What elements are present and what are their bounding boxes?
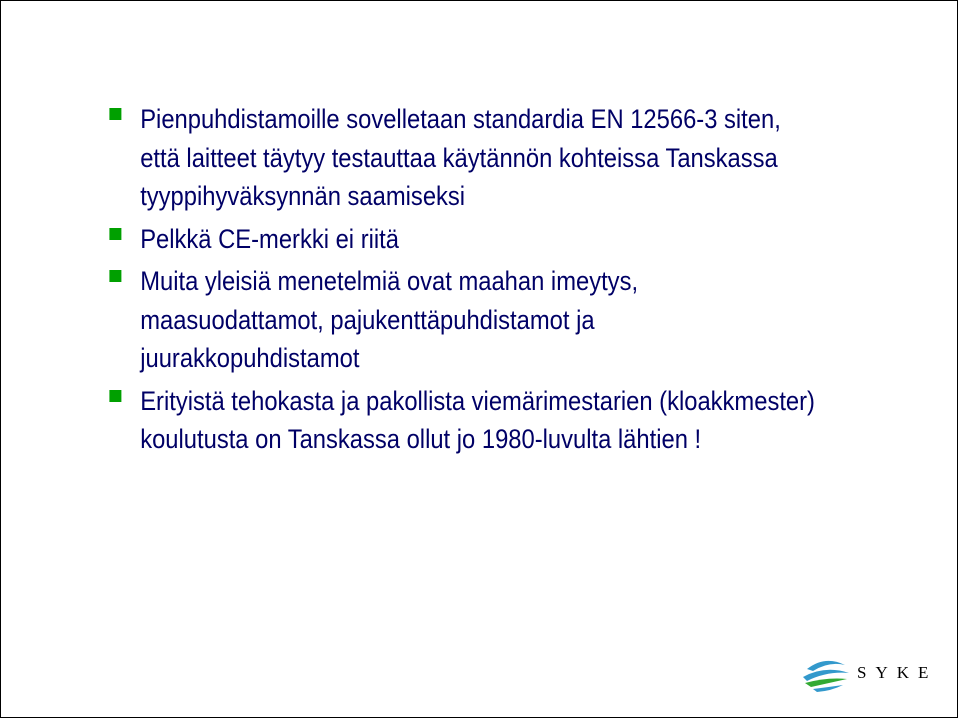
bullet-text: Pelkkä CE-merkki ei riitä: [140, 223, 399, 254]
square-bullet-icon: [109, 228, 121, 240]
square-bullet-icon: [109, 270, 121, 282]
bullet-list: [105, 100, 865, 463]
syke-logo: [799, 651, 939, 697]
bullet-item-training: [105, 382, 853, 459]
bullet-item-ce-mark: [105, 220, 897, 259]
square-bullet-icon: [109, 390, 121, 402]
bullet-item-standard: [105, 100, 791, 216]
square-bullet-icon: [109, 108, 121, 120]
logo-text: SYKE: [857, 663, 938, 682]
bullet-text: Erityistä tehokasta ja pakollista viemärimestarien (kloakkmester) koulutusta on Tanskassa ollut jo 1980-luvulta lähtien !: [140, 385, 815, 454]
bullet-text: Muita yleisiä menetelmiä ovat maahan imeytys, maasuodattamot, pajukenttäpuhdistamot ja juurakkopuhdistamot: [140, 266, 639, 373]
bullet-item-methods: [105, 262, 703, 378]
syke-wave-logo-icon: [799, 651, 855, 697]
bullet-text: Pienpuhdistamoille sovelletaan standardia EN 12566-3 siten, että laitteet täytyy testauttaa käytännön kohteissa Tanskassa tyyppihyväksynnän saamiseksi: [140, 104, 781, 211]
